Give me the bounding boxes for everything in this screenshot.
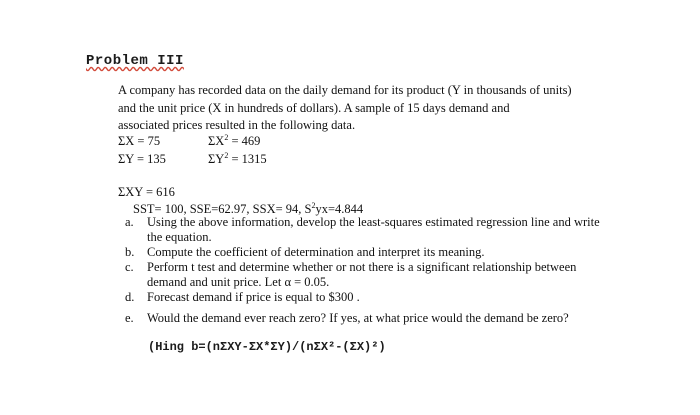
sum-y: ΣY = 135: [118, 151, 166, 166]
stats-line: SST= 100, SSE=62.97, SSX= 94, $S^2yx=4.844$: [133, 200, 364, 216]
question-list: [125, 215, 617, 326]
sum-xy: ΣXY = 616: [118, 185, 175, 199]
question-item-d: [125, 290, 617, 305]
item-letter: c.: [125, 260, 134, 274]
summary-sums: [118, 133, 267, 168]
sum-x-squared: $\Sigma X^2 = 469$: [208, 132, 261, 148]
item-letter: e.: [125, 311, 134, 325]
intro-line: A company has recorded data on the daily demand for its product (Y in thousands of units): [118, 83, 572, 97]
question-item-c: [125, 260, 617, 290]
question-item-e: [125, 311, 617, 326]
intro-line: associated prices resulted in the following data.: [118, 118, 356, 132]
item-text: Perform t test and determine whether or not there is a significant relationship between demand and unit price. Let α = 0.05.: [147, 260, 577, 289]
problem-title: [86, 53, 184, 69]
problem-title-text: Problem III: [86, 53, 184, 69]
problem-intro: [118, 82, 572, 135]
item-letter: b.: [125, 245, 135, 259]
sum-y-squared: $\Sigma Y^2 = 1315$: [208, 150, 267, 166]
question-item-a: [125, 215, 617, 245]
sum-x: ΣX = 75: [118, 134, 161, 148]
intro-line: and the unit price (X in hundreds of dollars). A sample of 15 days demand and: [118, 100, 510, 115]
question-item-b: [125, 245, 617, 260]
item-text: Using the above information, develop the least-squares estimated regression line and write the equation.: [147, 215, 600, 244]
hint-formula: (Hing b=(nΣXY-ΣX*ΣY)/(nΣX²-(ΣX)²): [148, 340, 386, 354]
item-letter: a.: [125, 215, 134, 229]
item-text: Forecast demand if price is equal to $300 .: [147, 290, 360, 304]
sums-row-y: [118, 151, 267, 169]
item-text: Would the demand ever reach zero? If yes, at what price would the demand be zero?: [147, 311, 569, 325]
sums-row-x: [118, 133, 267, 151]
item-letter: d.: [125, 290, 135, 304]
item-text: Compute the coefficient of determination and interpret its meaning.: [147, 245, 485, 259]
